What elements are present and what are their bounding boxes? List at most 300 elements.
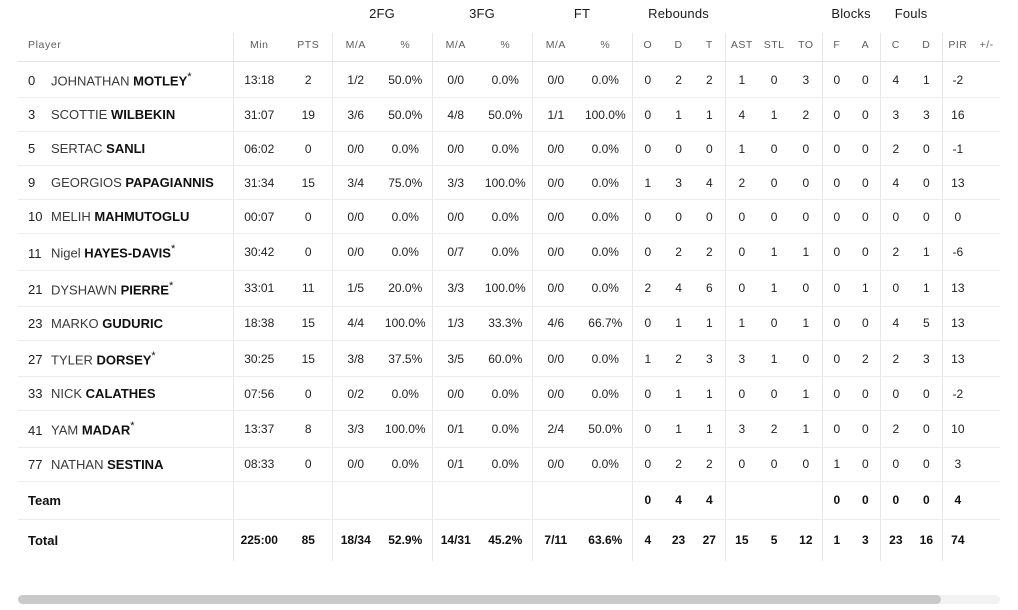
player-stat-ast: 4 xyxy=(725,98,758,132)
player-stat-foul-c: 4 xyxy=(880,166,911,200)
team-stat-reb-d: 4 xyxy=(663,481,694,519)
player-stat-foul-d: 0 xyxy=(911,447,942,481)
player-name-cell[interactable] xyxy=(18,166,233,200)
player-stat-reb-o: 0 xyxy=(632,132,663,166)
column-header-blocks-a[interactable]: A xyxy=(851,33,880,62)
table-row[interactable] xyxy=(18,234,1000,270)
player-stat-to: 1 xyxy=(790,377,822,411)
team-row-label: Team xyxy=(18,481,233,519)
total-stat-to: 12 xyxy=(790,519,822,561)
player-stat-blk-f: 0 xyxy=(822,340,851,376)
player-stat-fg2-pct: 0.0% xyxy=(379,377,432,411)
total-stat-ft-pct: 63.6% xyxy=(579,519,632,561)
player-stat-pts: 2 xyxy=(285,62,332,98)
column-header-player[interactable]: Player xyxy=(18,33,233,62)
table-row[interactable] xyxy=(18,62,1000,98)
player-stat-reb-o: 0 xyxy=(632,447,663,481)
total-row-label: Total xyxy=(18,519,233,561)
table-body xyxy=(18,62,1000,561)
player-stat-to: 2 xyxy=(790,98,822,132)
column-header-pts[interactable]: PTS xyxy=(285,33,332,62)
player-last-name: SESTINA xyxy=(107,456,164,472)
player-stat-fg2-pct: 50.0% xyxy=(379,62,432,98)
player-last-name: WILBEKIN xyxy=(110,107,176,123)
player-first-name: SCOTTIE xyxy=(51,107,111,123)
player-name-cell[interactable] xyxy=(18,200,233,234)
player-last-name: MAHMUTOGLU xyxy=(94,209,190,225)
group-blank-plusminus xyxy=(973,0,1000,33)
group-header-ft: FT xyxy=(573,6,591,21)
player-stat-reb-d: 2 xyxy=(663,234,694,270)
player-stat-foul-d: 0 xyxy=(911,200,942,234)
player-stat-foul-d: 3 xyxy=(911,340,942,376)
table-row[interactable] xyxy=(18,411,1000,447)
column-header-fouls-c[interactable]: C xyxy=(880,33,911,62)
player-stat-fg3-pct: 0.0% xyxy=(479,377,532,411)
player-last-name: CALATHES xyxy=(85,386,156,402)
total-stat-ast: 15 xyxy=(725,519,758,561)
player-first-name: Nigel xyxy=(51,245,85,261)
player-stat-reb-t: 1 xyxy=(694,306,725,340)
player-stat-reb-t: 1 xyxy=(694,98,725,132)
player-stat-fg3-pct: 0.0% xyxy=(479,132,532,166)
player-stat-blk-a: 0 xyxy=(851,377,880,411)
team-stat-fg3-pct xyxy=(479,481,532,519)
player-stat-foul-c: 2 xyxy=(880,234,911,270)
player-stat-reb-d: 2 xyxy=(663,447,694,481)
player-stat-foul-c: 2 xyxy=(880,340,911,376)
table-row[interactable] xyxy=(18,132,1000,166)
horizontal-scrollbar[interactable] xyxy=(18,595,1000,604)
jersey-number: 0 xyxy=(28,73,36,89)
player-stat-stl: 0 xyxy=(758,306,790,340)
player-stat-plusminus xyxy=(973,62,1000,98)
player-stat-plusminus xyxy=(973,270,1000,306)
player-stat-ft-ma: 0/0 xyxy=(532,132,579,166)
player-stat-foul-d: 1 xyxy=(911,270,942,306)
column-header-stl[interactable]: STL xyxy=(758,33,790,62)
group-header-blocks: Blocks xyxy=(831,6,871,21)
player-stat-ft-pct: 0.0% xyxy=(579,234,632,270)
player-stat-ast: 2 xyxy=(725,166,758,200)
column-header-fouls-d[interactable]: D xyxy=(911,33,942,62)
jersey-number: 41 xyxy=(28,422,43,438)
column-header-plusminus[interactable]: +/- xyxy=(973,33,1000,62)
player-stat-pir: -1 xyxy=(942,132,973,166)
group-blank-min xyxy=(233,0,285,33)
team-stat-ast xyxy=(725,481,758,519)
player-stat-blk-f: 0 xyxy=(822,166,851,200)
jersey-number: 10 xyxy=(28,209,43,225)
player-stat-stl: 0 xyxy=(758,200,790,234)
player-stat-fg2-ma: 0/0 xyxy=(332,132,379,166)
player-stat-fg2-pct: 20.0% xyxy=(379,270,432,306)
player-stat-reb-t: 6 xyxy=(694,270,725,306)
player-stat-blk-f: 0 xyxy=(822,200,851,234)
player-stat-plusminus xyxy=(973,200,1000,234)
team-stat-ft-pct xyxy=(579,481,632,519)
player-first-name: DYSHAWN xyxy=(51,281,121,297)
player-stat-foul-c: 3 xyxy=(880,98,911,132)
total-stat-plusminus xyxy=(973,519,1000,561)
group-blank-pir xyxy=(942,0,973,33)
player-stat-blk-a: 0 xyxy=(851,306,880,340)
player-stat-pir: 13 xyxy=(942,166,973,200)
player-stat-reb-d: 2 xyxy=(663,340,694,376)
jersey-number: 77 xyxy=(28,456,43,472)
table-row[interactable] xyxy=(18,98,1000,132)
player-stat-fg3-pct: 33.3% xyxy=(479,306,532,340)
player-stat-reb-o: 0 xyxy=(632,377,663,411)
player-stat-ft-pct: 0.0% xyxy=(579,270,632,306)
starter-marker-icon: * xyxy=(168,279,174,292)
player-stat-reb-o: 0 xyxy=(632,234,663,270)
player-stat-stl: 1 xyxy=(758,270,790,306)
player-stat-fg3-ma: 3/3 xyxy=(432,166,479,200)
player-stat-reb-o: 2 xyxy=(632,270,663,306)
player-stat-pir: -2 xyxy=(942,377,973,411)
player-stat-min: 18:38 xyxy=(233,306,285,340)
player-stat-to: 1 xyxy=(790,234,822,270)
player-stat-fg3-ma: 0/0 xyxy=(432,200,479,234)
player-stat-reb-t: 3 xyxy=(694,340,725,376)
player-stat-to: 3 xyxy=(790,62,822,98)
table-row[interactable] xyxy=(18,377,1000,411)
total-row xyxy=(18,519,1000,561)
player-stat-fg2-ma: 3/6 xyxy=(332,98,379,132)
jersey-number: 5 xyxy=(28,141,36,157)
player-stat-fg3-pct: 0.0% xyxy=(479,62,532,98)
player-stat-fg2-ma: 0/2 xyxy=(332,377,379,411)
player-stat-blk-f: 0 xyxy=(822,98,851,132)
jersey-number: 23 xyxy=(28,315,43,331)
player-stat-foul-d: 0 xyxy=(911,377,942,411)
player-stat-foul-c: 4 xyxy=(880,62,911,98)
player-first-name: GEORGIOS xyxy=(51,175,126,191)
player-stat-to: 1 xyxy=(790,411,822,447)
column-header-row xyxy=(18,33,1000,62)
player-stat-stl: 1 xyxy=(758,340,790,376)
team-stat-min xyxy=(233,481,285,519)
player-stat-pir: -6 xyxy=(942,234,973,270)
player-stat-reb-d: 0 xyxy=(663,200,694,234)
player-stat-min: 30:42 xyxy=(233,234,285,270)
player-stat-fg2-ma: 4/4 xyxy=(332,306,379,340)
column-header-reb-t[interactable]: T xyxy=(694,33,725,62)
starter-marker-icon: * xyxy=(170,243,176,256)
column-header-2fg-pct[interactable]: % xyxy=(379,33,432,62)
player-stat-min: 31:34 xyxy=(233,166,285,200)
table-row[interactable] xyxy=(18,200,1000,234)
column-header-pir[interactable]: PIR xyxy=(942,33,973,62)
starter-marker-icon: * xyxy=(130,420,135,433)
player-stat-fg3-pct: 0.0% xyxy=(479,200,532,234)
column-header-reb-d[interactable]: D xyxy=(663,33,694,62)
player-stat-pts: 0 xyxy=(285,234,332,270)
player-stat-ast: 3 xyxy=(725,340,758,376)
player-name-cell[interactable] xyxy=(18,447,233,481)
player-stat-to: 1 xyxy=(790,306,822,340)
group-blank-player xyxy=(18,0,233,33)
column-header-2fg-ma[interactable]: M/A xyxy=(332,33,379,62)
player-name-cell[interactable] xyxy=(18,132,233,166)
player-stat-foul-c: 0 xyxy=(880,447,911,481)
column-header-min[interactable]: Min xyxy=(233,33,285,62)
player-stat-foul-d: 0 xyxy=(911,132,942,166)
team-row xyxy=(18,481,1000,519)
player-stat-pir: -2 xyxy=(942,62,973,98)
player-stat-blk-f: 0 xyxy=(822,132,851,166)
player-stat-min: 33:01 xyxy=(233,270,285,306)
player-stat-plusminus xyxy=(973,234,1000,270)
player-stat-fg2-pct: 0.0% xyxy=(379,132,432,166)
player-stat-foul-d: 1 xyxy=(911,234,942,270)
table-row[interactable] xyxy=(18,447,1000,481)
player-stat-reb-d: 4 xyxy=(663,270,694,306)
jersey-number: 33 xyxy=(28,386,43,402)
player-stat-fg2-ma: 1/2 xyxy=(332,62,379,98)
player-stat-foul-d: 5 xyxy=(911,306,942,340)
total-stat-foul-d: 16 xyxy=(911,519,942,561)
player-stat-ast: 0 xyxy=(725,447,758,481)
player-stat-stl: 2 xyxy=(758,411,790,447)
player-stat-stl: 1 xyxy=(758,98,790,132)
player-stat-pts: 0 xyxy=(285,132,332,166)
player-stat-pir: 13 xyxy=(942,270,973,306)
jersey-number: 9 xyxy=(28,175,36,191)
player-stat-blk-f: 0 xyxy=(822,234,851,270)
player-stat-ft-ma: 0/0 xyxy=(532,270,579,306)
column-header-3fg-pct[interactable]: % xyxy=(479,33,532,62)
player-stat-reb-t: 4 xyxy=(694,166,725,200)
player-stat-fg3-pct: 100.0% xyxy=(479,166,532,200)
team-stat-fg2-ma xyxy=(332,481,379,519)
player-stat-to: 0 xyxy=(790,166,822,200)
player-stat-fg3-pct: 0.0% xyxy=(479,447,532,481)
player-stat-foul-c: 0 xyxy=(880,270,911,306)
player-stat-reb-t: 2 xyxy=(694,447,725,481)
player-stat-plusminus xyxy=(973,306,1000,340)
player-stat-pts: 11 xyxy=(285,270,332,306)
player-stat-fg2-pct: 100.0% xyxy=(379,411,432,447)
player-stat-to: 0 xyxy=(790,447,822,481)
column-header-blocks-f[interactable]: F xyxy=(822,33,851,62)
player-stat-ft-ma: 0/0 xyxy=(532,447,579,481)
player-stat-fg3-ma: 3/3 xyxy=(432,270,479,306)
player-stat-foul-c: 0 xyxy=(880,200,911,234)
table-row[interactable] xyxy=(18,270,1000,306)
player-stat-reb-t: 1 xyxy=(694,377,725,411)
column-header-to[interactable]: TO xyxy=(790,33,822,62)
player-stat-reb-d: 2 xyxy=(663,62,694,98)
player-stat-reb-o: 1 xyxy=(632,166,663,200)
player-stat-blk-f: 1 xyxy=(822,447,851,481)
player-stat-blk-a: 0 xyxy=(851,411,880,447)
player-stat-blk-a: 0 xyxy=(851,132,880,166)
jersey-number: 3 xyxy=(28,107,36,123)
player-stat-ast: 1 xyxy=(725,306,758,340)
player-stat-blk-a: 0 xyxy=(851,62,880,98)
total-stat-fg3-ma: 14/31 xyxy=(432,519,479,561)
player-stat-min: 07:56 xyxy=(233,377,285,411)
player-stat-to: 0 xyxy=(790,132,822,166)
player-stat-blk-f: 0 xyxy=(822,377,851,411)
player-stat-ft-ma: 1/1 xyxy=(532,98,579,132)
player-first-name: YAM xyxy=(51,422,82,438)
player-stat-reb-t: 1 xyxy=(694,411,725,447)
table-row[interactable] xyxy=(18,166,1000,200)
player-stat-fg2-pct: 0.0% xyxy=(379,447,432,481)
player-stat-pir: 13 xyxy=(942,340,973,376)
player-stat-fg3-ma: 0/0 xyxy=(432,62,479,98)
player-stat-min: 13:18 xyxy=(233,62,285,98)
total-stat-blk-f: 1 xyxy=(822,519,851,561)
team-stat-foul-d: 0 xyxy=(911,481,942,519)
player-last-name: MOTLEY xyxy=(133,73,188,89)
player-name-cell[interactable] xyxy=(18,411,233,447)
player-name-cell[interactable] xyxy=(18,306,233,340)
player-stat-fg3-pct: 100.0% xyxy=(479,270,532,306)
player-name-cell[interactable] xyxy=(18,377,233,411)
player-stat-pts: 0 xyxy=(285,447,332,481)
total-stat-reb-o: 4 xyxy=(632,519,663,561)
column-header-ast[interactable]: AST xyxy=(725,33,758,62)
team-stat-foul-c: 0 xyxy=(880,481,911,519)
group-blank-stl xyxy=(758,0,790,33)
player-name-cell[interactable] xyxy=(18,98,233,132)
player-stat-fg2-pct: 50.0% xyxy=(379,98,432,132)
player-stat-ft-pct: 0.0% xyxy=(579,62,632,98)
team-stat-pir: 4 xyxy=(942,481,973,519)
player-stat-fg2-pct: 0.0% xyxy=(379,200,432,234)
player-stat-pts: 15 xyxy=(285,340,332,376)
player-stat-fg2-ma: 3/8 xyxy=(332,340,379,376)
team-stat-reb-t: 4 xyxy=(694,481,725,519)
player-stat-min: 06:02 xyxy=(233,132,285,166)
column-header-reb-o[interactable]: O xyxy=(632,33,663,62)
player-stat-reb-o: 0 xyxy=(632,200,663,234)
player-stat-blk-a: 0 xyxy=(851,447,880,481)
player-stat-plusminus xyxy=(973,340,1000,376)
player-stat-fg3-ma: 4/8 xyxy=(432,98,479,132)
player-first-name: JOHNATHAN xyxy=(51,73,134,89)
player-stat-reb-d: 1 xyxy=(663,411,694,447)
player-stat-reb-t: 0 xyxy=(694,200,725,234)
player-stat-pts: 0 xyxy=(285,377,332,411)
player-stat-reb-o: 0 xyxy=(632,62,663,98)
table-row[interactable] xyxy=(18,340,1000,376)
scrollbar-thumb[interactable] xyxy=(18,595,941,604)
player-stat-min: 30:25 xyxy=(233,340,285,376)
player-stat-fg2-pct: 75.0% xyxy=(379,166,432,200)
group-blank-ast xyxy=(725,0,758,33)
player-stat-blk-a: 0 xyxy=(851,234,880,270)
player-stat-reb-t: 2 xyxy=(694,62,725,98)
player-stat-foul-d: 0 xyxy=(911,166,942,200)
player-stat-to: 0 xyxy=(790,270,822,306)
player-first-name: MELIH xyxy=(51,209,95,225)
team-stat-blk-a: 0 xyxy=(851,481,880,519)
player-stat-reb-t: 0 xyxy=(694,132,725,166)
team-stat-stl xyxy=(758,481,790,519)
player-last-name: GUDURIC xyxy=(102,315,163,331)
jersey-number: 21 xyxy=(28,281,43,297)
player-stat-ft-pct: 66.7% xyxy=(579,306,632,340)
player-stat-ast: 0 xyxy=(725,270,758,306)
player-stat-fg2-pct: 37.5% xyxy=(379,340,432,376)
player-stat-reb-d: 1 xyxy=(663,98,694,132)
total-stat-pir: 74 xyxy=(942,519,973,561)
player-stat-ft-ma: 0/0 xyxy=(532,166,579,200)
player-stat-fg3-ma: 0/0 xyxy=(432,132,479,166)
player-stat-foul-c: 2 xyxy=(880,132,911,166)
player-stat-ft-pct: 100.0% xyxy=(579,98,632,132)
player-stat-min: 08:33 xyxy=(233,447,285,481)
player-name-cell[interactable] xyxy=(18,270,233,306)
column-header-ft-ma[interactable]: M/A xyxy=(532,33,579,62)
player-stat-pir: 13 xyxy=(942,306,973,340)
player-stat-plusminus xyxy=(973,98,1000,132)
team-stat-ft-ma xyxy=(532,481,579,519)
player-stat-fg3-ma: 0/1 xyxy=(432,411,479,447)
total-stat-stl: 5 xyxy=(758,519,790,561)
player-stat-foul-c: 0 xyxy=(880,377,911,411)
player-stat-pts: 8 xyxy=(285,411,332,447)
player-stat-reb-d: 0 xyxy=(663,132,694,166)
player-last-name: PIERRE xyxy=(120,281,169,297)
player-stat-plusminus xyxy=(973,411,1000,447)
starter-marker-icon: * xyxy=(187,71,192,83)
total-stat-pts: 85 xyxy=(285,519,332,561)
player-stat-reb-d: 3 xyxy=(663,166,694,200)
player-stat-blk-a: 2 xyxy=(851,340,880,376)
player-stat-stl: 0 xyxy=(758,447,790,481)
player-name-cell[interactable] xyxy=(18,62,233,98)
player-last-name: SANLI xyxy=(106,141,146,157)
player-last-name: PAPAGIANNIS xyxy=(125,175,214,191)
player-stat-ast: 0 xyxy=(725,200,758,234)
player-stat-fg2-pct: 100.0% xyxy=(379,306,432,340)
player-first-name: NICK xyxy=(51,386,86,402)
total-stat-reb-d: 23 xyxy=(663,519,694,561)
player-stat-min: 13:37 xyxy=(233,411,285,447)
column-header-3fg-ma[interactable]: M/A xyxy=(432,33,479,62)
player-stat-fg2-ma: 3/3 xyxy=(332,411,379,447)
player-stat-plusminus xyxy=(973,447,1000,481)
table-row[interactable] xyxy=(18,306,1000,340)
player-stat-pir: 3 xyxy=(942,447,973,481)
total-stat-reb-t: 27 xyxy=(694,519,725,561)
player-stat-fg3-pct: 60.0% xyxy=(479,340,532,376)
player-name-cell[interactable] xyxy=(18,340,233,376)
player-stat-pir: 16 xyxy=(942,98,973,132)
player-name-cell[interactable] xyxy=(18,234,233,270)
player-stat-foul-c: 4 xyxy=(880,306,911,340)
player-stat-reb-t: 2 xyxy=(694,234,725,270)
player-stat-to: 0 xyxy=(790,340,822,376)
player-stat-ft-pct: 0.0% xyxy=(579,132,632,166)
player-first-name: TYLER xyxy=(51,352,97,368)
team-stat-reb-o: 0 xyxy=(632,481,663,519)
group-header-2fg: 2FG xyxy=(369,6,395,21)
player-stat-plusminus xyxy=(973,166,1000,200)
total-stat-min: 225:00 xyxy=(233,519,285,561)
player-last-name: MADAR xyxy=(81,422,131,438)
jersey-number: 11 xyxy=(28,245,42,261)
total-stat-foul-c: 23 xyxy=(880,519,911,561)
column-header-ft-pct[interactable]: % xyxy=(579,33,632,62)
team-stat-fg3-ma xyxy=(432,481,479,519)
